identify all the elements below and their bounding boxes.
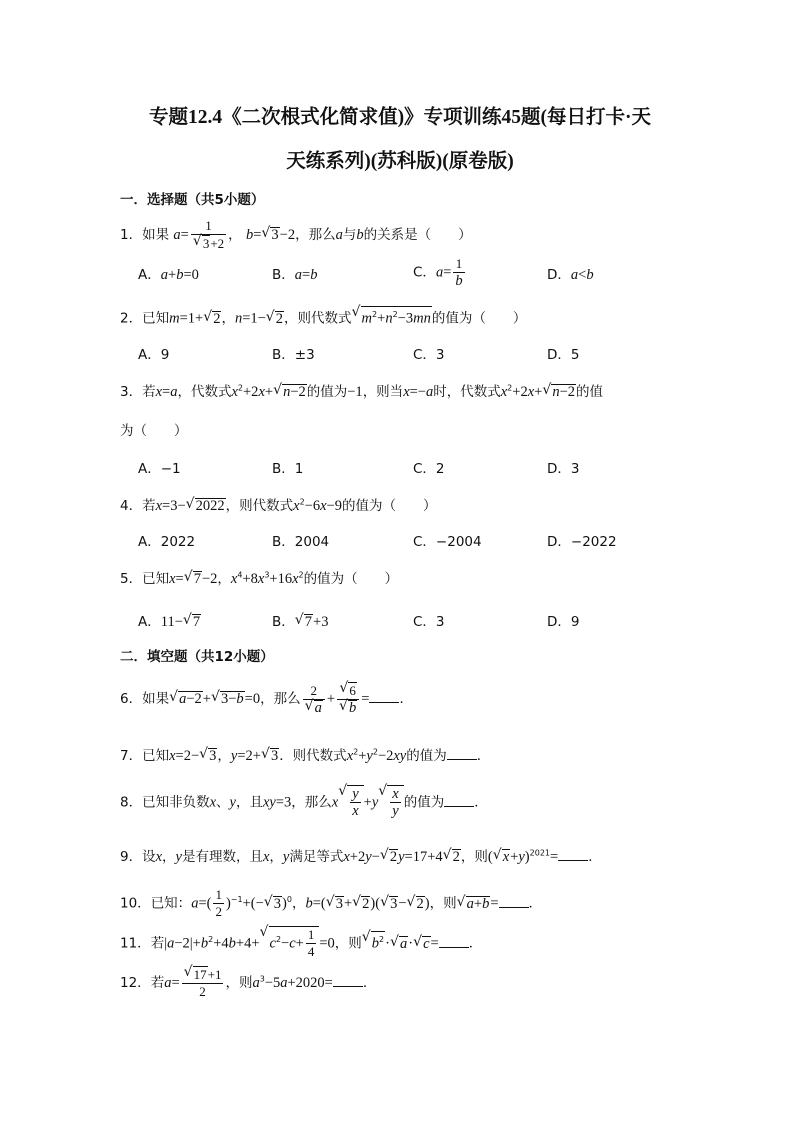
title-line-1: 专题12.4《二次根式化简求值)》专项训练45题(每日打卡·天 [148,107,652,128]
section-heading-fill: 二．填空题（共12小题） [120,649,274,665]
option-3b[interactable]: B．1 [272,461,304,477]
title-line-2: 天练系列)(苏科版)(原卷版) [286,151,514,172]
option-3d[interactable]: D．3 [547,461,580,477]
option-3a[interactable]: A．−1 [138,461,181,477]
question-11: 11．若$|a-2|+b^2+4b+4+√$ $c^2-c+$ $\frac{1}{4}$ =0，则√ $b^2\cdot√$ a·√ c= ． [120,926,482,960]
document-title [110,98,690,182]
option-4b[interactable]: B．2004 [272,534,330,550]
question-9: 9．设x，y是有理数，且x，y满足等式x+2y−√ 2y=17+4√ 2，则(√ x+y)$^{2021}$= ． [120,845,602,866]
option-2a[interactable]: A．9 [138,347,170,363]
question-1: 1．如果 a= 1 √ 3+2 ， b=√ 3−2，那么a与b的关系是（ ） [120,218,472,252]
question-5: 5．已知x=√ 7−2，$x^4+8x^3+16x^2$的值为（ ） [120,567,398,588]
question-12: 12．若a= √ $\frac{17+1}{2}$ ，则$a^3-5a+2020=$ ． [120,966,376,1000]
question-3-line-2: 为（ ） [120,423,188,439]
option-4c[interactable]: C．−2004 [413,534,482,550]
option-4d[interactable]: D．−2022 [547,534,617,550]
section-heading-choice: 一．选择题（共5小题） [120,192,265,208]
option-1a[interactable]: A．a+b=0 [138,267,199,283]
option-2b[interactable]: B．±3 [272,347,315,363]
option-2c[interactable]: C．3 [413,347,445,363]
answer-blank-6[interactable] [369,690,399,703]
question-8: 8．已知非负数x、y，且xy=3，那么x √ $\frac{y}{x}$ +y √ $\frac{x}{y}$ 的值为 ． [120,785,488,819]
question-3: 3．若x=a，代数式$x^2+2x+√$ n−2的值为−1，则当x=−a时，代数式$x^2+2x+√$ n−2的值 [120,380,603,401]
option-5a[interactable]: A．11−√ 7 [138,610,201,631]
answer-blank-8[interactable] [444,794,474,807]
answer-blank-11[interactable] [439,935,469,948]
option-5d[interactable]: D．9 [547,614,580,630]
question-2: 2．已知m=1+√ 2，n=1−√ 2，则代数式√ $m^2+n^2-3mn$的值为（ ） [120,306,526,328]
option-5c[interactable]: C．3 [413,614,445,630]
option-2d[interactable]: D．5 [547,347,580,363]
option-3c[interactable]: C．2 [413,461,445,477]
question-10: 10．已知：a=( $\frac{1}{2}$ )$^{-1}$+(−√ 3)$^0$，b=(√ 3+√ 2)(√ 3−√ 2)，则√ a+b= ． [120,887,542,920]
question-7: 7．已知x=2−√ 3，y=2+√ 3．则代数式$x^2+y^2-2xy$的值为 ． [120,744,490,765]
answer-blank-9[interactable] [558,848,588,861]
option-5b[interactable]: B．√ 7+3 [272,610,328,631]
option-4a[interactable]: A．2022 [138,534,196,550]
question-4: 4．若x=3−√ 2022，则代数式$x^2-6x-9$的值为（ ） [120,494,436,515]
answer-blank-7[interactable] [447,747,477,760]
option-1d[interactable]: D．a<b [547,267,594,283]
answer-blank-10[interactable] [499,895,529,908]
question-6: 6．如果√ a−2+√ 3−b=0，那么 2 √ a + √ 6 √ b = ． [120,682,413,716]
option-1c[interactable]: C．a= $\frac{1}{b}$ [413,256,463,289]
option-1b[interactable]: B．a=b [272,267,318,283]
answer-blank-12[interactable] [333,974,363,987]
